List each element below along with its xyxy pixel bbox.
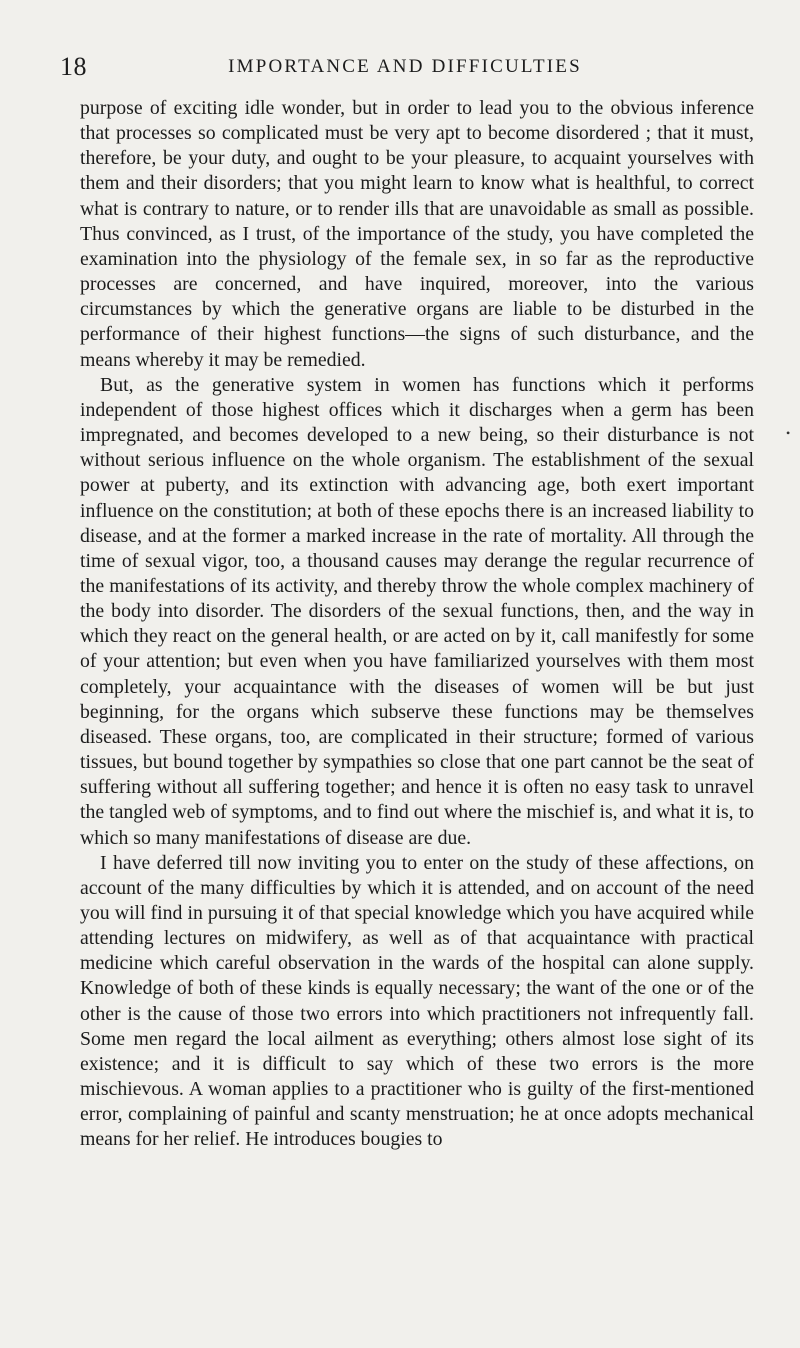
paragraph: purpose of exciting idle wonder, but in order to lead you to the obvious inference that processes so complicated must be very apt to become disordered ; that it must, therefore, be your duty, and ought to be your pleasure, to acquaint yourselves with them and their disorders; that you might learn to know what is healthful, to correct what is contrary to nature, or to render ills that are unavoidable as small as possible. Thus convinced, as I trust, of the importance of the study, you have completed the examination into the physiology of the female sex, in so far as the reproductive processes are concerned, and have inquired, moreover, into the various circumstances by which the generative organs are liable to be disturbed in the performance of their highest functions—the signs of such disturbance, and the means whereby it may be remedied. bbox=[80, 97, 754, 371]
page-number: 18 bbox=[60, 52, 87, 81]
paragraph: But, as the generative system in women has functions which it performs independent of those highest offices which it discharges when a germ has been impregnated, and becomes developed to a new being, so their disturbance is not without serious influence on the whole organism. The establishment of the sexual power at puberty, and its extinction with advancing age, both exert important influence on the constitution; at both of these epochs there is an increased liability to disease, and at the former a marked increase in the rate of mortality. All through the time of sexual vigor, too, a thousand causes may derange the regular recurrence of the manifestations of its activity, and thereby throw the whole complex machinery of the body into disorder. The disorders of the sexual functions, then, and the way in which they react on the general health, or are acted on by it, call manifestly for some of your attention; but even when you have familiarized yourselves with them most completely, your acquaintance with the diseases of women will be but just beginning, for the organs which subserve these functions may be themselves diseased. These organs, too, are complicated in their structure; formed of various tissues, but bound together by sympathies so close that one part cannot be the seat of suffering without all suffering together; and hence it is often no easy task to unravel the tangled web of symptoms, and to find out where the mischief is, and what it is, to which so many manifestations of disease are due. bbox=[80, 373, 754, 849]
running-head bbox=[60, 52, 750, 86]
body-text bbox=[80, 96, 754, 1153]
running-title: IMPORTANCE AND DIFFICULTIES bbox=[228, 56, 582, 77]
paragraph: I have deferred till now inviting you to enter on the study of these affections, on account of the many difficulties by which it is attended, and on account of the need you will find in pursuing it of that special knowledge which you have acquired while attending lectures on midwifery, as well as of that acquaintance with practical medicine which careful observation in the wards of the hospital can alone supply. Knowledge of both of these kinds is equally necessary; the want of the one or of the other is the cause of those two errors into which practitioners not infrequently fall. Some men regard the local ailment as everything; others almost lose sight of its existence; and it is difficult to say which of these two errors is the more mischievous. A woman applies to a practitioner who is guilty of the first-mentioned error, complaining of painful and scanty menstruation; he at once adopts mechanical means for her relief. He introduces bougies to bbox=[80, 851, 754, 1151]
margin-dot-mark: • bbox=[786, 426, 791, 440]
